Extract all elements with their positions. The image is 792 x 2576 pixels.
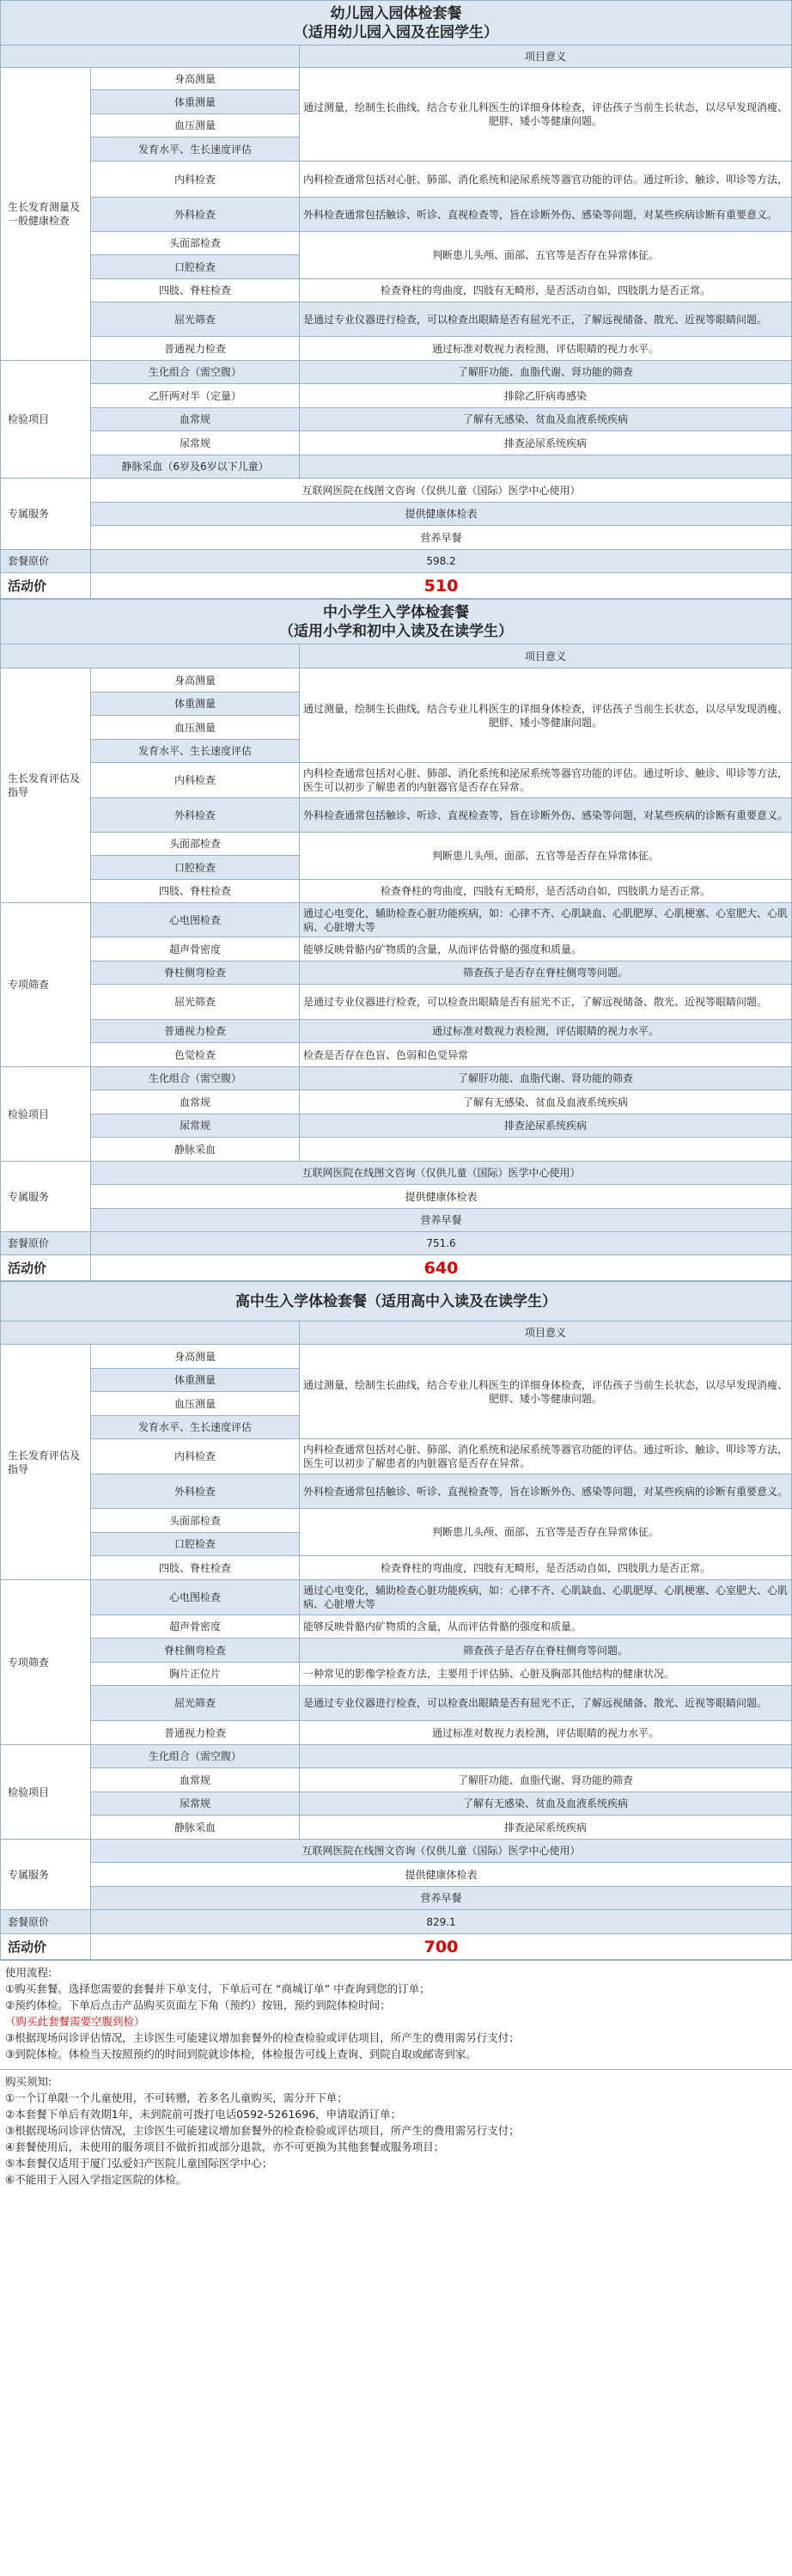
package-kindergarten <box>0 0 792 599</box>
item: 外科检查 <box>91 198 300 232</box>
category-service: 专属服务 <box>1 1840 91 1910</box>
process-step: ①购买套餐。选择您需要的套餐并下单支付，下单后可在 “商城订单” 中查询到您的订单； <box>5 1982 430 1995</box>
item: 内科检查 <box>91 1439 300 1474</box>
service-item: 营养早餐 <box>91 526 792 550</box>
column-header-meaning: 项目意义 <box>300 644 792 668</box>
process-step: ③根据现场问诊评估情况，主诊医生可能建议增加套餐外的检查检验或评估项目，所产生的费用需另行支付； <box>5 2031 520 2044</box>
notice-item: ③根据现场问诊评估情况，主诊医生可能建议增加套餐外的检查检验或评估项目，所产生的费用需另行支付； <box>5 2124 520 2137</box>
category-lab: 检验项目 <box>1 1745 91 1840</box>
item: 发育水平、生长速度评估 <box>91 137 300 162</box>
item: 胸片正位片 <box>91 1663 300 1686</box>
category-service: 专属服务 <box>1 479 91 550</box>
purchase-notice <box>0 2069 792 2191</box>
category-growth: 生长发育评估及指导 <box>1 1345 91 1580</box>
item: 口腔检查 <box>91 255 300 279</box>
item: 生化组合（需空腹） <box>91 1067 300 1090</box>
item: 血常规 <box>91 1768 300 1792</box>
original-price: 751.6 <box>91 1232 792 1255</box>
service-item: 互联网医院在线图文咨询（仅供儿童（国际）医学中心使用） <box>91 1162 792 1185</box>
desc-growth: 通过测量，绘制生长曲线，结合专业儿科医生的详细身体检查，评估孩子当前生长状态，以尽早发现消瘦、肥胖、矮小等健康问题。 <box>300 68 792 162</box>
desc: 通过心电变化，辅助检查心脏功能疾病，如：心律不齐、心肌缺血、心肌肥厚、心肌梗塞、心室肥大、心肌病、心脏增大等 <box>300 1580 792 1615</box>
desc-neike: 内科检查通常包括对心脏、肺部、消化系统和泌尿系统等器官功能的评估。通过听诊、触诊、叩诊等方法，医生可以初步了解患者的内脏器官是否存在异常。 <box>300 763 792 798</box>
item: 尿常规 <box>91 1114 300 1138</box>
package-high-school <box>0 1281 792 1960</box>
service-item: 互联网医院在线图文咨询（仅供儿童（国际）医学中心使用） <box>91 1840 792 1863</box>
desc-neike: 内科检查通常包括对心脏、肺部、消化系统和泌尿系统等器官功能的评估。通过听诊、触诊、叩诊等方法， <box>300 162 792 198</box>
desc-vision: 通过标准对数视力表检测，评估眼睛的视力水平。 <box>300 337 792 361</box>
item: 普通视力检查 <box>91 1721 300 1745</box>
item: 尿常规 <box>91 1792 300 1816</box>
original-price: 598.2 <box>91 550 792 573</box>
activity-price: 510 <box>91 573 792 599</box>
desc-head: 判断患儿头颅、面部、五官等是否存在异常体征。 <box>300 232 792 279</box>
item: 乙肝两对半（定量） <box>91 384 300 408</box>
item: 四肢、脊柱检查 <box>91 880 300 903</box>
item: 内科检查 <box>91 763 300 798</box>
item: 发育水平、生长速度评估 <box>91 1416 300 1439</box>
desc: 通过标准对数视力表检测，评估眼睛的视力水平。 <box>300 1721 792 1745</box>
package-title: 幼儿园入园体检套餐 （适用幼儿园入园及在园学生） <box>1 1 792 46</box>
process-step: ②预约体检。下单后点击产品购买页面左下角（预约）按钮，预约到院体检时间； <box>5 1999 391 2011</box>
package-primary-middle <box>0 599 792 1281</box>
desc: 筛查孩子是否存在脊柱侧弯等问题。 <box>300 1639 792 1663</box>
item: 屈光筛查 <box>91 985 300 1020</box>
package-title: 高中生入学体检套餐（适用高中入读及在读学生） <box>1 1282 792 1322</box>
notice-item: ⑤本套餐仅适用于厦门弘爱妇产医院儿童国际医学中心； <box>5 2157 273 2170</box>
item: 头面部检查 <box>91 232 300 255</box>
item: 内科检查 <box>91 162 300 198</box>
desc-waike: 外科检查通常包括触诊、听诊、直视检查等，旨在诊断外伤、感染等问题，对某些疾病的诊断有重要意义。 <box>300 798 792 833</box>
item: 外科检查 <box>91 1474 300 1509</box>
desc-refraction: 是通过专业仪器进行检查，可以检查出眼睛是否有屈光不正，了解远视储备、散光、近视等眼睛问题。 <box>300 302 792 337</box>
item: 口腔检查 <box>91 1533 300 1556</box>
service-item: 营养早餐 <box>91 1209 792 1232</box>
activity-price-label: 活动价 <box>1 573 91 599</box>
original-price-label: 套餐原价 <box>1 1910 91 1934</box>
item: 静脉采血 <box>91 1138 300 1162</box>
fasting-note: （购买此套餐需要空腹到检） <box>5 2015 145 2028</box>
category-growth: 生长发育评估及指导 <box>1 668 91 903</box>
desc: 是通过专业仪器进行检查，可以检查出眼睛是否有屈光不正，了解远视储备、散光、近视等眼睛问题。 <box>300 985 792 1020</box>
item: 体重测量 <box>91 90 300 114</box>
package-title: 中小学生入学体检套餐 （适用小学和初中入读及在读学生） <box>1 600 792 644</box>
desc: 能够反映骨骼内矿物质的含量，从而评估骨骼的强度和质量。 <box>300 937 792 961</box>
desc-limb: 检查脊柱的弯曲度，四肢有无畸形，是否活动自如，四肢肌力是否正常。 <box>300 279 792 302</box>
process-title: 使用流程: <box>5 1966 52 1979</box>
item: 普通视力检查 <box>91 337 300 361</box>
item: 体重测量 <box>91 1369 300 1392</box>
desc-limb: 检查脊柱的弯曲度，四肢有无畸形，是否活动自如，四肢肌力是否正常。 <box>300 880 792 903</box>
item: 心电图检查 <box>91 903 300 937</box>
item: 血压测量 <box>91 1392 300 1416</box>
desc: 通过标准对数视力表检测，评估眼睛的视力水平。 <box>300 1020 792 1043</box>
activity-price: 640 <box>91 1255 792 1281</box>
item: 血压测量 <box>91 716 300 740</box>
column-header-meaning: 项目意义 <box>300 46 792 68</box>
desc-head: 判断患儿头颅、面部、五官等是否存在异常体征。 <box>300 833 792 880</box>
category-growth: 生长发育测量及一般健康检查 <box>1 68 91 361</box>
desc: 了解有无感染、贫血及血液系统疾病 <box>300 408 792 431</box>
usage-process <box>0 1960 792 2066</box>
service-item: 营养早餐 <box>91 1887 792 1910</box>
notice-item: ④套餐使用后，未使用的服务项目不做折扣或部分退款，亦不可更换为其他套餐或服务项目； <box>5 2140 445 2153</box>
item: 外科检查 <box>91 798 300 833</box>
category-service: 专属服务 <box>1 1162 91 1232</box>
item: 头面部检查 <box>91 833 300 856</box>
desc-head: 判断患儿头颅、面部、五官等是否存在异常体征。 <box>300 1509 792 1556</box>
item: 生化组合（需空腹） <box>91 1745 300 1768</box>
desc: 筛查孩子是否存在脊柱侧弯等问题。 <box>300 961 792 985</box>
service-item: 提供健康体检表 <box>91 1863 792 1887</box>
item: 血常规 <box>91 1090 300 1114</box>
process-step: ③到院体检。体检当天按照预约的时间到院就诊体检，体检报告可线上查询、到院自取或邮寄到家。 <box>5 2048 477 2060</box>
desc: 是通过专业仪器进行检查，可以检查出眼睛是否有屈光不正，了解远视储备、散光、近视等眼睛问题。 <box>300 1686 792 1721</box>
category-lab: 检验项目 <box>1 1067 91 1162</box>
item: 脊柱侧弯检查 <box>91 1639 300 1663</box>
item: 生化组合（需空腹） <box>91 361 300 384</box>
desc: 了解有无感染、贫血及血液系统疾病 <box>300 1792 792 1816</box>
item: 心电图检查 <box>91 1580 300 1615</box>
desc-waike: 外科检查通常包括触诊、听诊、直视检查等，旨在诊断外伤、感染等问题，对某些疾病诊断有重要意义。 <box>300 198 792 232</box>
desc: 通过心电变化，辅助检查心脏功能疾病，如：心律不齐、心肌缺血、心肌肥厚、心肌梗塞、心室肥大、心肌病、心脏增大等 <box>300 903 792 937</box>
notice-item: ②本套餐下单后有效期1年，未到院前可拨打电话0592-5261696，申请取消订单； <box>5 2108 402 2121</box>
desc: 排查泌尿系统疾病 <box>300 1816 792 1840</box>
notice-item: ⑥不能用于入园入学指定医院的体检。 <box>5 2173 187 2186</box>
item: 四肢、脊柱检查 <box>91 279 300 302</box>
item: 口腔检查 <box>91 856 300 880</box>
activity-price: 700 <box>91 1934 792 1960</box>
item: 发育水平、生长速度评估 <box>91 740 300 763</box>
category-screen: 专项筛查 <box>1 1580 91 1745</box>
item: 屈光筛查 <box>91 1686 300 1721</box>
desc: 检查是否存在色盲、色弱和色觉异常 <box>300 1043 792 1067</box>
item: 头面部检查 <box>91 1509 300 1533</box>
activity-price-label: 活动价 <box>1 1934 91 1960</box>
item: 血常规 <box>91 408 300 431</box>
item: 身高测量 <box>91 668 300 693</box>
column-header-meaning: 项目意义 <box>300 1322 792 1345</box>
item: 血压测量 <box>91 114 300 137</box>
desc: 排除乙肝病毒感染 <box>300 384 792 408</box>
category-screen: 专项筛查 <box>1 903 91 1067</box>
item: 静脉采血（6岁及6岁以下儿童） <box>91 455 300 479</box>
desc: 了解肝功能、血脂代谢、肾功能的筛查 <box>300 1067 792 1090</box>
item: 四肢、脊柱检查 <box>91 1556 300 1580</box>
item: 尿常规 <box>91 431 300 455</box>
desc-limb: 检查脊柱的弯曲度，四肢有无畸形，是否活动自如，四肢肌力是否正常。 <box>300 1556 792 1580</box>
desc: 了解有无感染、贫血及血液系统疾病 <box>300 1090 792 1114</box>
desc: 排查泌尿系统疾病 <box>300 431 792 455</box>
service-item: 提供健康体检表 <box>91 1185 792 1209</box>
item: 超声骨密度 <box>91 937 300 961</box>
desc-growth: 通过测量，绘制生长曲线，结合专业儿科医生的详细身体检查，评估孩子当前生长状态，以尽早发现消瘦、肥胖、矮小等健康问题。 <box>300 668 792 763</box>
item: 色觉检查 <box>91 1043 300 1067</box>
item: 身高测量 <box>91 68 300 90</box>
service-item: 互联网医院在线图文咨询（仅供儿童（国际）医学中心使用） <box>91 479 792 503</box>
original-price-label: 套餐原价 <box>1 1232 91 1255</box>
original-price: 829.1 <box>91 1910 792 1934</box>
activity-price-label: 活动价 <box>1 1255 91 1281</box>
item: 脊柱侧弯检查 <box>91 961 300 985</box>
item: 超声骨密度 <box>91 1615 300 1639</box>
item: 体重测量 <box>91 693 300 716</box>
desc-growth: 通过测量，绘制生长曲线，结合专业儿科医生的详细身体检查，评估孩子当前生长状态，以尽早发现消瘦、肥胖、矮小等健康问题。 <box>300 1345 792 1439</box>
item: 静脉采血 <box>91 1816 300 1840</box>
desc-neike: 内科检查通常包括对心脏、肺部、消化系统和泌尿系统等器官功能的评估。通过听诊、触诊、叩诊等方法，医生可以初步了解患者的内脏器官是否存在异常。 <box>300 1439 792 1474</box>
desc: 了解肝功能、血脂代谢、肾功能的筛查 <box>300 361 792 384</box>
category-lab: 检验项目 <box>1 361 91 479</box>
item: 普通视力检查 <box>91 1020 300 1043</box>
service-item: 提供健康体检表 <box>91 503 792 526</box>
desc: 排查泌尿系统疾病 <box>300 1114 792 1138</box>
notice-title: 购买须知: <box>5 2075 52 2088</box>
desc: 能够反映骨骼内矿物质的含量，从而评估骨骼的强度和质量。 <box>300 1615 792 1639</box>
notice-item: ①一个订单限一个儿童使用，不可转赠，若多名儿童购买，需分开下单； <box>5 2091 348 2104</box>
item: 屈光筛查 <box>91 302 300 337</box>
desc: 了解肝功能、血脂代谢、肾功能的筛查 <box>300 1768 792 1792</box>
desc-waike: 外科检查通常包括触诊、听诊、直视检查等，旨在诊断外伤、感染等问题，对某些疾病的诊断有重要意义。 <box>300 1474 792 1509</box>
original-price-label: 套餐原价 <box>1 550 91 573</box>
desc: 一种常见的影像学检查方法，主要用于评估肺、心脏及胸部其他结构的健康状况。 <box>300 1663 792 1686</box>
item: 身高测量 <box>91 1345 300 1369</box>
